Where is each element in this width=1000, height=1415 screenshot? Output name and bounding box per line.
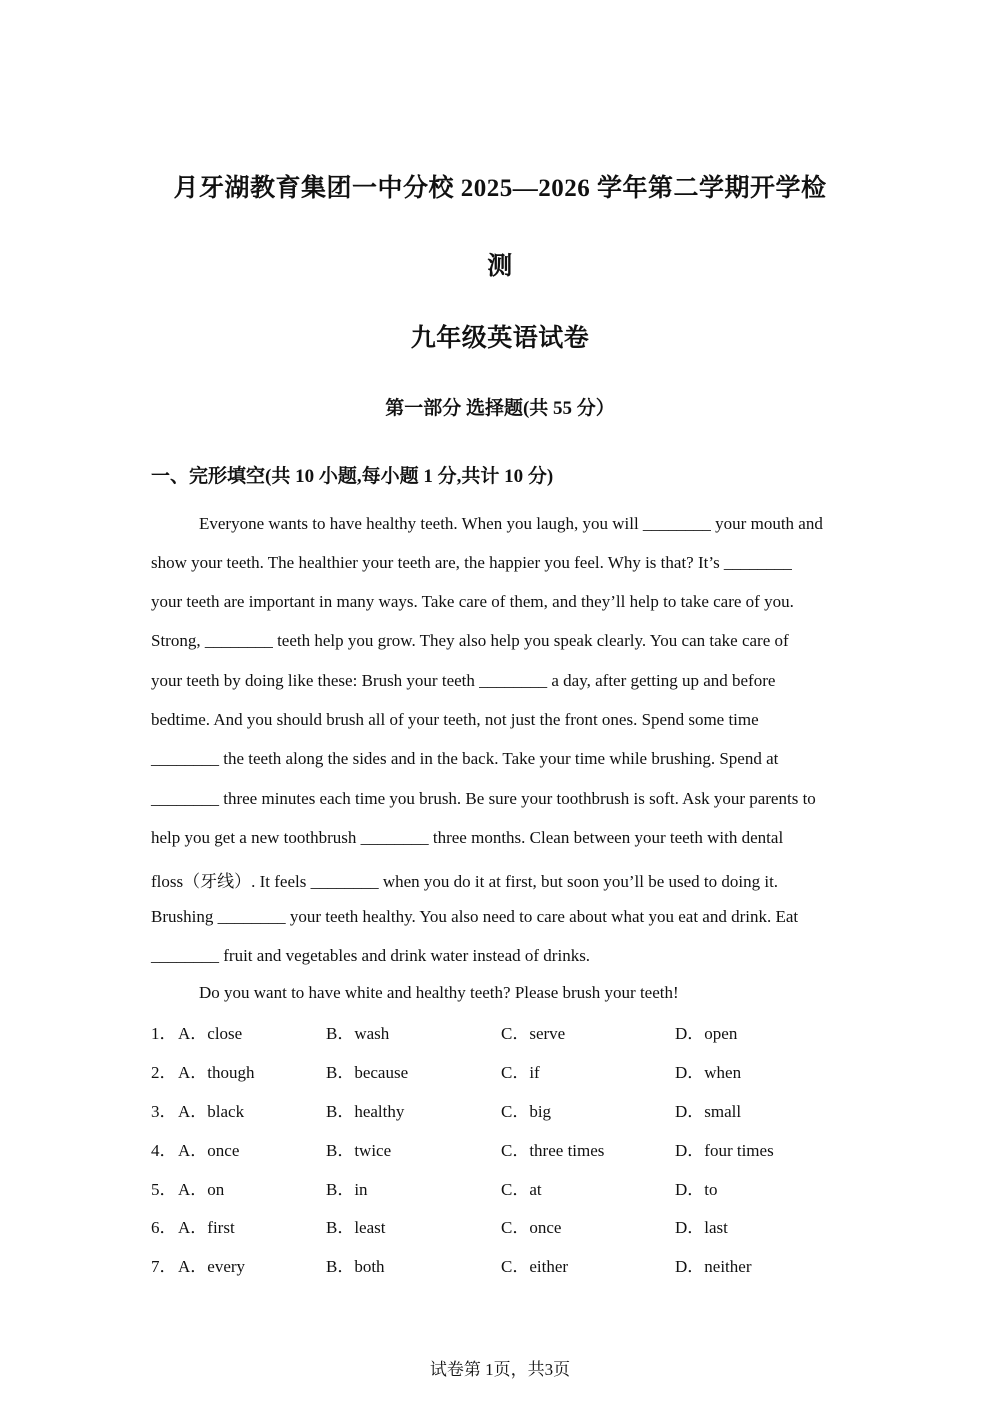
passage-line: Strong, ________ teeth help you grow. They also help you speak clearly. You can take care of	[151, 631, 789, 650]
question-number: 1．	[151, 1024, 177, 1043]
exam-title-line1: 月牙湖教育集团一中分校 2025—2026 学年第二学期开学检	[173, 175, 827, 202]
part-heading: 第一部分 选择题(共 55 分）	[385, 398, 615, 419]
question-number: 5．	[151, 1180, 177, 1199]
option-a: A．once	[178, 1141, 240, 1160]
question-row	[151, 1252, 851, 1276]
option-a: A．close	[178, 1024, 243, 1043]
option-d: D．neither	[675, 1257, 752, 1276]
option-b: B．because	[326, 1063, 409, 1082]
question-row	[151, 1058, 851, 1082]
exam-title-line2: 测	[487, 253, 513, 280]
passage-line: your teeth by doing like these: Brush your teeth ________ a day, after getting up and before	[151, 671, 776, 690]
passage-line: ________ fruit and vegetables and drink water instead of drinks.	[151, 946, 591, 965]
option-c: C．big	[501, 1102, 552, 1121]
passage-line: bedtime. And you should brush all of your teeth, not just the front ones. Spend some time	[151, 710, 759, 729]
question-row	[151, 1136, 851, 1160]
option-c: C．three times	[501, 1141, 605, 1160]
option-c: C．if	[501, 1063, 540, 1082]
option-b: B．both	[326, 1257, 385, 1276]
option-a: A．first	[178, 1218, 235, 1237]
option-d: D．four times	[675, 1141, 774, 1160]
passage-line: Brushing ________ your teeth healthy. You also need to care about what you eat and drink. Eat	[151, 907, 799, 926]
question-number: 3．	[151, 1102, 177, 1121]
option-a: A．though	[178, 1063, 255, 1082]
option-d: D．small	[675, 1102, 742, 1121]
option-a: A．black	[178, 1102, 245, 1121]
option-a: A．every	[178, 1257, 246, 1276]
option-d: D．to	[675, 1180, 718, 1199]
question-number: 7．	[151, 1257, 177, 1276]
option-d: D．last	[675, 1218, 728, 1237]
section-heading: 一、完形填空(共 10 小题,每小题 1 分,共计 10 分)	[151, 466, 554, 487]
question-row	[151, 1175, 851, 1199]
passage-line: show your teeth. The healthier your teeth are, the happier you feel. Why is that? It’s ________	[151, 553, 792, 572]
option-d: D．when	[675, 1063, 742, 1082]
passage-line: ________ three minutes each time you brush. Be sure your toothbrush is soft. Ask your parents to	[151, 789, 816, 808]
question-number: 4．	[151, 1141, 177, 1160]
option-b: B．least	[326, 1218, 386, 1237]
option-d: D．open	[675, 1024, 738, 1043]
question-row	[151, 1019, 851, 1043]
passage-line: ________ the teeth along the sides and in the back. Take your time while brushing. Spend at	[151, 749, 779, 768]
question-number: 6．	[151, 1218, 177, 1237]
option-a: A．on	[178, 1180, 225, 1199]
passage-closing: Do you want to have white and healthy teeth? Please brush your teeth!	[199, 983, 679, 1002]
option-b: B．in	[326, 1180, 368, 1199]
question-row	[151, 1097, 851, 1121]
option-c: C．once	[501, 1218, 562, 1237]
exam-subtitle: 九年级英语试卷	[410, 325, 590, 352]
question-row	[151, 1213, 851, 1237]
option-b: B．healthy	[326, 1102, 405, 1121]
passage-line: your teeth are important in many ways. Take care of them, and they’ll help to take care of you.	[151, 592, 794, 611]
option-c: C．at	[501, 1180, 542, 1199]
passage-line: help you get a new toothbrush ________ three months. Clean between your teeth with dental	[151, 828, 784, 847]
option-c: C．serve	[501, 1024, 566, 1043]
option-c: C．either	[501, 1257, 569, 1276]
option-b: B．twice	[326, 1141, 392, 1160]
passage-line: Everyone wants to have healthy teeth. When you laugh, you will ________ your mouth and	[199, 514, 823, 533]
option-b: B．wash	[326, 1024, 390, 1043]
page-footer: 试卷第 1页，共3页	[429, 1360, 571, 1379]
passage-line: floss（牙线）. It feels ________ when you do it at first, but soon you’ll be used to doing it.	[151, 872, 779, 891]
question-number: 2．	[151, 1063, 177, 1082]
